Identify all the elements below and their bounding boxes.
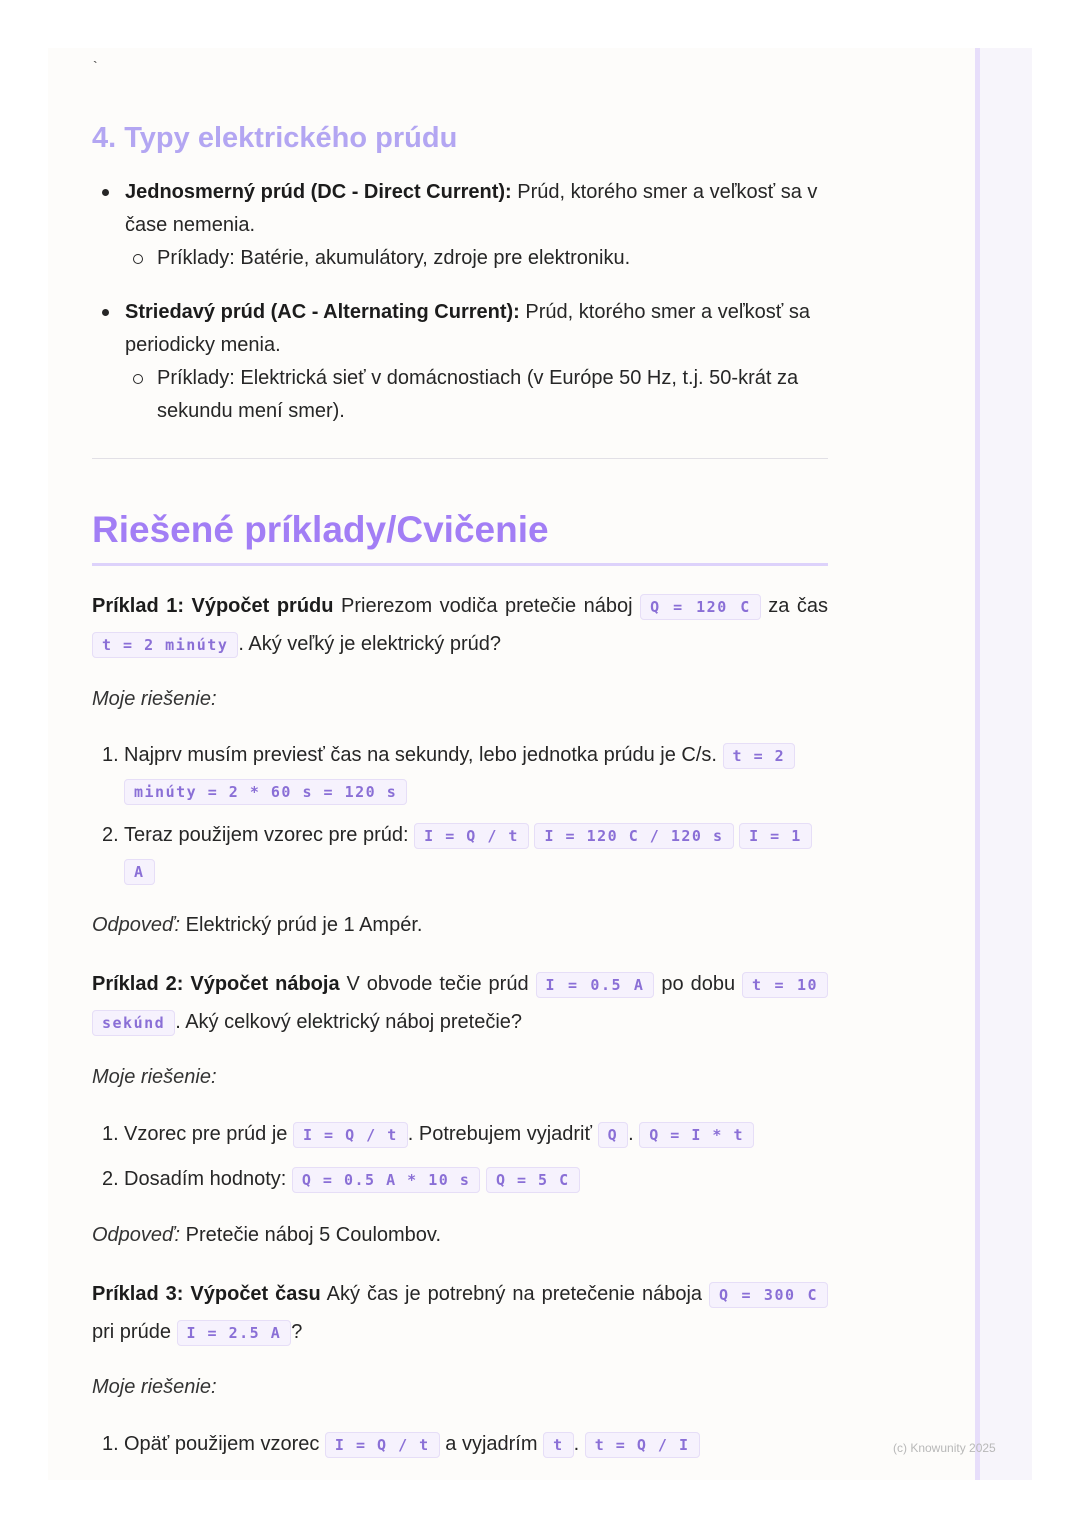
text: pri prúde [92,1321,177,1343]
solution-label-text: Moje riešenie: [92,1376,217,1398]
example-3-step-1 [92,1427,828,1463]
text: za čas [760,595,829,617]
answer-label: Odpoveď: [92,1224,181,1246]
title-underline [92,563,828,566]
item-number: 2. [102,824,119,846]
text: . Aký veľký je elektrický prúd? [238,633,501,655]
solution-label [92,683,828,716]
formula: I = 120 C / 120 s [534,823,733,849]
formula: t = 10 sekúnd [92,972,828,1036]
formula: t = 2 minúty [92,632,238,658]
text: . [628,1123,640,1145]
example-2-title: Príklad 2: Výpočet náboja [92,973,340,995]
formula: t [543,1432,574,1458]
formula: Q = I * t [639,1122,754,1148]
ac-example: Príklady: Elektrická sieť v domácnostiach (v Európe 50 Hz, t.j. 50-krát za sekundu mení smer). [157,367,799,422]
example-1-answer [92,909,828,942]
ac-label: Striedavý prúd (AC - Alternating Current): [125,301,520,323]
formula: I = 1 A [124,823,812,885]
dc-text: Prúd, ktorého smer a veľkosť sa v čase nemenia. [125,181,818,236]
text: . Potrebujem vyjadriť [407,1123,598,1145]
section-heading-types: 4. Typy elektrického prúdu [92,122,458,154]
solution-label [92,1371,828,1404]
example-1-title: Príklad 1: Výpočet prúdu [92,595,334,617]
answer-text: Pretečie náboj 5 Coulombov. [180,1224,441,1246]
list-item [92,296,828,362]
item-number: 1. [102,744,119,766]
example-2-answer [92,1219,828,1252]
divider [92,458,828,459]
formula: I = Q / t [325,1432,440,1458]
ordered-item [92,1117,828,1153]
formula: I = 0.5 A [536,972,655,998]
list-item [92,176,828,242]
ac-text: Prúd, ktorého smer a veľkosť sa periodicky menia. [125,301,810,356]
formula: t = Q / I [585,1432,700,1458]
bullet-ac [92,296,828,428]
ordered-item [92,1162,828,1198]
ordered-item [92,738,828,810]
example-2-step-1 [92,1117,828,1153]
example-3-statement [92,1276,828,1352]
text: . Aký celkový elektrický náboj pretečie? [175,1011,523,1033]
text: po dobu [654,973,743,995]
text: V obvode tečie prúd [339,973,536,995]
dc-label: Jednosmerný prúd (DC - Direct Current): [125,181,512,203]
text: Dosadím hodnoty: [124,1168,292,1190]
formula: Q = 5 C [486,1167,580,1193]
example-2-statement [92,966,828,1042]
item-number: 1. [102,1123,119,1145]
text: . [573,1433,585,1455]
example-2-step-2 [92,1162,828,1198]
text: Najprv musím previesť čas na sekundy, lebo jednotka prúdu je C/s. [124,744,723,766]
text: Prierezom vodiča pretečie náboj [333,595,641,617]
bullet-dc [92,176,828,275]
solution-label-text: Moje riešenie: [92,688,217,710]
stray-mark: ` [93,58,98,74]
text: Vzorec pre prúd je [124,1123,293,1145]
example-1-step-2 [92,818,828,890]
formula: I = Q / t [293,1122,408,1148]
answer-text: Elektrický prúd je 1 Ampér. [180,914,423,936]
ordered-item [92,818,828,890]
side-panel [975,48,1032,1480]
formula: Q = 0.5 A * 10 s [292,1167,481,1193]
formula: Q = 120 C [640,594,761,620]
solution-label-text: Moje riešenie: [92,1066,217,1088]
sub-list-item [92,362,828,428]
solution-label [92,1061,828,1094]
example-1-statement [92,588,828,664]
example-1-step-1 [92,738,828,810]
formula: I = Q / t [414,823,529,849]
example-3-title: Príklad 3: Výpočet času [92,1283,321,1305]
text: Opäť použijem vzorec [124,1433,325,1455]
item-number: 1. [102,1433,119,1455]
item-number: 2. [102,1168,119,1190]
formula: I = 2.5 A [177,1320,292,1346]
text: ? [291,1321,303,1343]
answer-label: Odpoveď: [92,914,181,936]
page-title: Riešené príklady/Cvičenie [92,509,549,550]
sub-list-item [92,242,828,275]
text: Teraz použijem vzorec pre prúd: [124,824,415,846]
formula: t = 2 minúty = 2 * 60 s = 120 s [124,743,795,805]
formula: Q = 300 C [709,1282,828,1308]
formula: Q [598,1122,629,1148]
document-page [48,48,978,1480]
ordered-item [92,1427,828,1463]
copyright-footer: (c) Knowunity 2025 [893,1441,996,1455]
dc-example: Príklady: Batérie, akumulátory, zdroje pre elektroniku. [157,247,631,269]
text: a vyjadrím [439,1433,544,1455]
text: Aký čas je potrebný na pretečenie náboja [320,1283,709,1305]
